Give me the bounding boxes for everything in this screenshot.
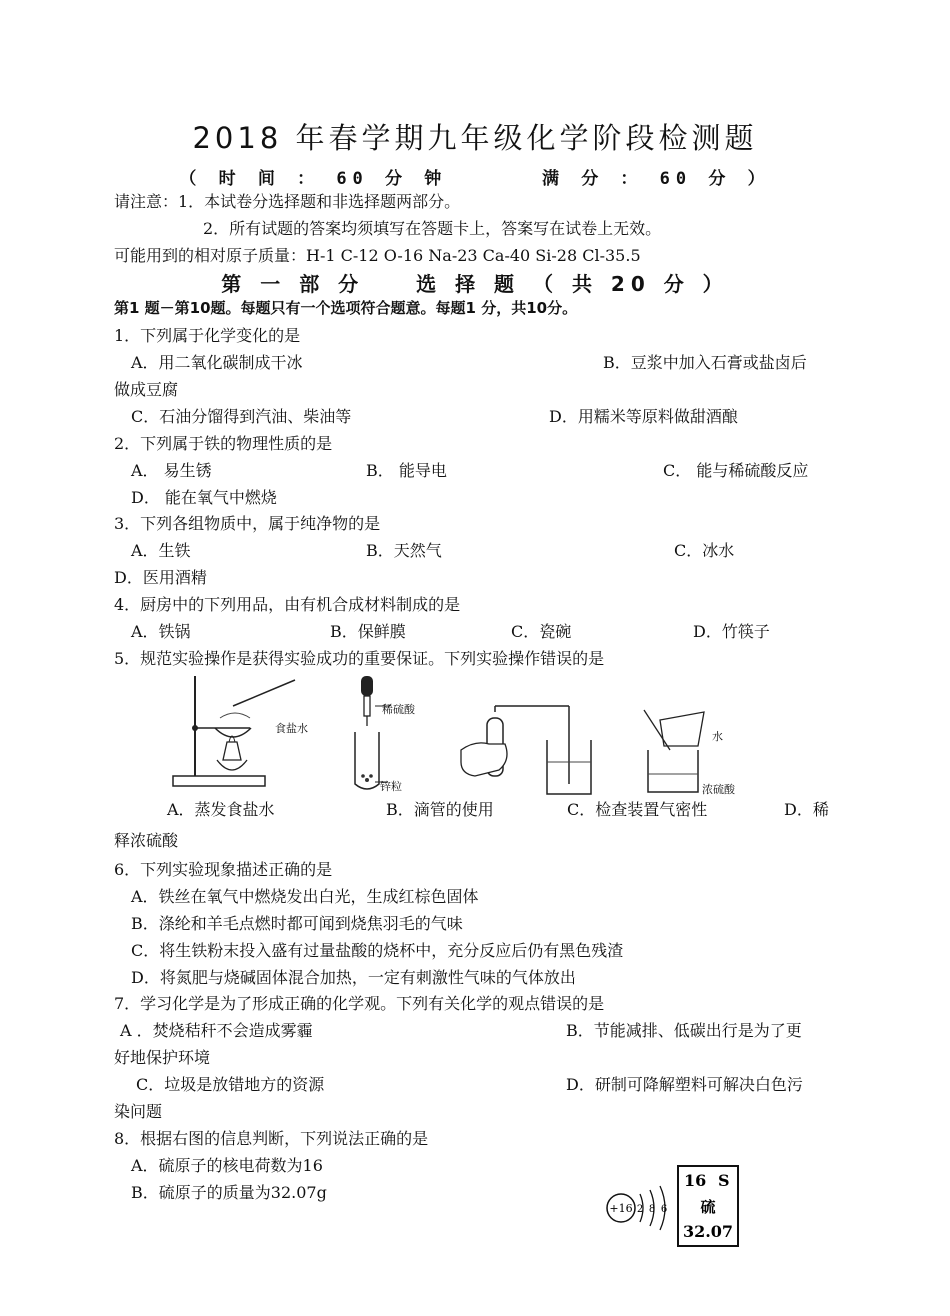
q8-stem: 8．根据右图的信息判断，下列说法正确的是 (114, 1129, 429, 1148)
q3-option-c: C．冰水 (674, 541, 735, 560)
fig-label-conc-acid: 浓硫酸 (702, 783, 735, 796)
atom-shell-3: 6 (660, 1204, 668, 1215)
element-symbol: S (718, 1171, 730, 1190)
q7-stem: 7．学习化学是为了形成正确的化学观。下列有关化学的观点错误的是 (114, 994, 605, 1013)
page-title: 2018 年春学期九年级化学阶段检测题 (192, 121, 758, 155)
q2-option-b: B． 能导电 (366, 461, 447, 480)
sulfur-atom-diagram (600, 1180, 680, 1240)
q6-option-b: B．涤纶和羊毛点燃时都可闻到烧焦羽毛的气味 (131, 914, 463, 933)
q2-option-c: C． 能与稀硫酸反应 (663, 461, 809, 480)
q2-option-d: D． 能在氧气中燃烧 (131, 488, 277, 507)
q4-option-a: A．铁锅 (131, 622, 191, 641)
q5-option-a: A．蒸发食盐水 (167, 800, 275, 819)
q8-option-a: A．硫原子的核电荷数为16 (131, 1156, 323, 1175)
part-one-heading: 第 一 部 分 选 择 题 （ 共 20 分 ） (221, 272, 729, 296)
q5-option-b: B．滴管的使用 (386, 800, 494, 819)
q3-option-d: D．医用酒精 (114, 568, 207, 587)
q6-stem: 6．下列实验现象描述正确的是 (114, 860, 333, 879)
q5-option-d: D．稀 (784, 800, 829, 819)
q3-option-a: A．生铁 (131, 541, 191, 560)
q1-option-b: B．豆浆中加入石膏或盐卤后 (603, 353, 807, 372)
q8-option-b: B．硫原子的质量为32.07g (131, 1183, 327, 1202)
exam-time-score: （ 时 间 ： 60 分 钟 满 分 ： 60 分 ） (179, 169, 771, 189)
q3-option-b: B．天然气 (366, 541, 442, 560)
q7-option-c: C．垃圾是放错地方的资源 (136, 1075, 325, 1094)
airtightness-check-figure (455, 700, 595, 800)
fig-label-salt-water: 食盐水 (275, 722, 308, 735)
q4-option-c: C．瓷碗 (511, 622, 572, 641)
atom-shell-1: 2 (636, 1204, 644, 1215)
part-one-instruction: 第1 题－第10题。每题只有一个选项符合题意。每题1 分，共10分。 (114, 299, 578, 317)
fig-label-dilute-acid: 稀硫酸 (382, 703, 415, 716)
q1-stem: 1．下列属于化学变化的是 (114, 326, 301, 345)
element-number: 16 (684, 1171, 707, 1190)
q2-option-a: A． 易生锈 (131, 461, 212, 480)
q6-option-c: C．将生铁粉末投入盛有过量盐酸的烧杯中，充分反应后仍有黑色残渣 (131, 941, 624, 960)
q5-option-c: C．检查装置气密性 (567, 800, 708, 819)
q5-option-d-cont: 释浓硫酸 (114, 831, 179, 850)
q6-option-d: D．将氮肥与烧碱固体混合加热，一定有刺激性气味的气体放出 (131, 968, 576, 987)
q7-option-d: D．研制可降解塑料可解决白色污 (566, 1075, 803, 1094)
element-mass: 32.07 (682, 1222, 734, 1241)
atomic-masses: 可能用到的相对原子质量：H-1 C-12 O-16 Na-23 Ca-40 Si-28 Cl-35.5 (114, 246, 641, 265)
q7-option-b-cont: 好地保护环境 (114, 1048, 211, 1067)
q1-option-d: D．用糯米等原料做甜酒酿 (549, 407, 738, 426)
q7-option-d-cont: 染问题 (114, 1102, 163, 1121)
q1-option-c: C．石油分馏得到汽油、柴油等 (131, 407, 352, 426)
q4-option-d: D．竹筷子 (693, 622, 770, 641)
q4-option-b: B．保鲜膜 (330, 622, 406, 641)
q7-option-a: A ．焚烧秸秆不会造成雾霾 (120, 1021, 313, 1040)
q4-stem: 4．厨房中的下列用品，由有机合成材料制成的是 (114, 595, 461, 614)
notice-line-1: 请注意：1．本试卷分选择题和非选择题两部分。 (114, 192, 461, 211)
q1-option-a: A．用二氧化碳制成干冰 (131, 353, 303, 372)
q7-option-b: B．节能减排、低碳出行是为了更 (566, 1021, 802, 1040)
fig-label-water: 水 (712, 730, 723, 743)
atom-shell-2: 8 (648, 1204, 656, 1215)
q5-stem: 5．规范实验操作是获得实验成功的重要保证。下列实验操作错误的是 (114, 649, 605, 668)
q2-stem: 2．下列属于铁的物理性质的是 (114, 434, 333, 453)
fig-label-zinc: 锌粒 (380, 780, 402, 793)
element-name: 硫 (700, 1198, 716, 1216)
atom-nucleus-charge: +16 (609, 1202, 633, 1215)
sulfur-element-cell (676, 1164, 740, 1248)
q3-stem: 3．下列各组物质中，属于纯净物的是 (114, 514, 381, 533)
notice-line-2: 2．所有试题的答案均须填写在答题卡上，答案写在试卷上无效。 (203, 219, 662, 238)
q6-option-a: A．铁丝在氧气中燃烧发出白光，生成红棕色固体 (131, 887, 479, 906)
q1-option-b-cont: 做成豆腐 (114, 380, 179, 399)
